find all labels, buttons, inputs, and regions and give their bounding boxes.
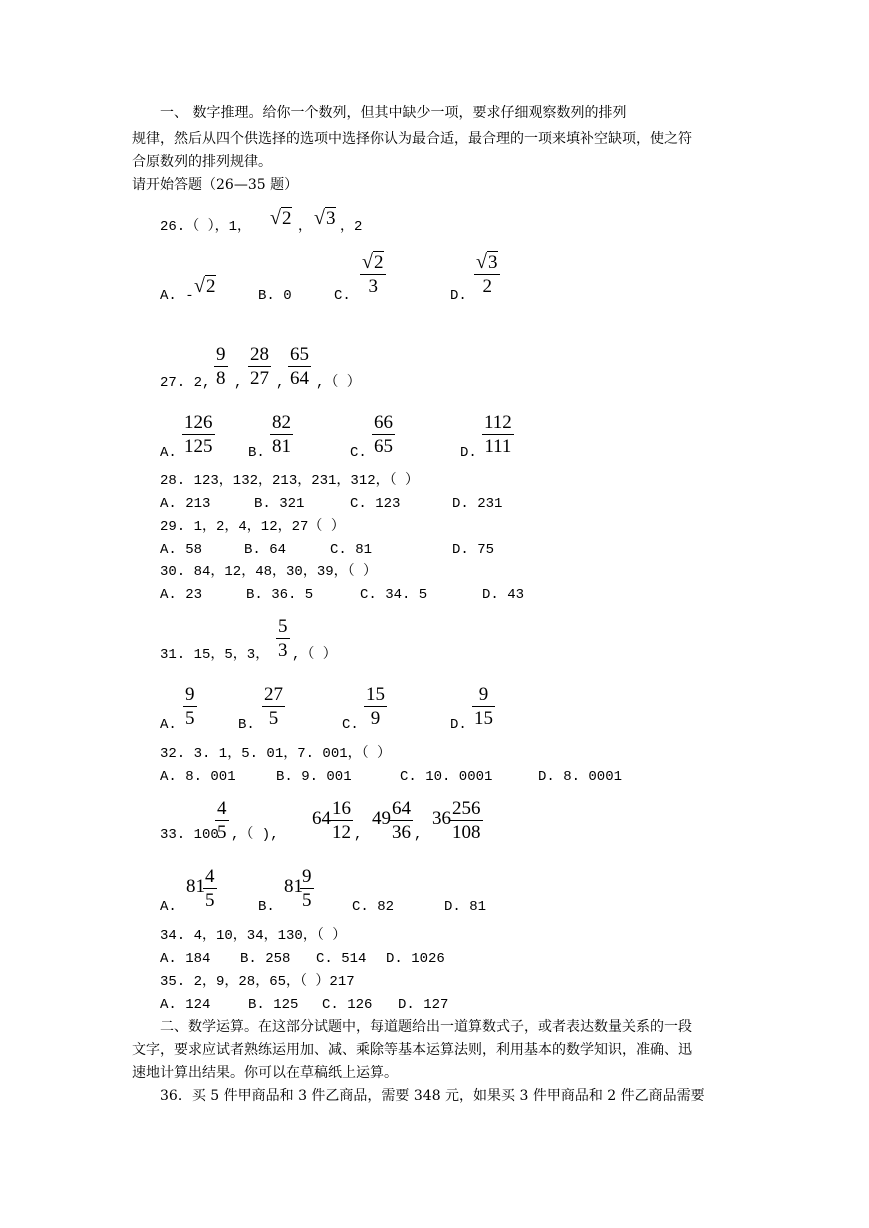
q35-option-a: A. 124 — [160, 997, 211, 1013]
q26-option-b: B. 0 — [258, 288, 292, 304]
q35-option-b: B. 125 — [248, 997, 299, 1013]
q31-option-a-label: A. — [160, 717, 177, 733]
q27-prefix: 27. 2, — [160, 375, 211, 391]
q33-option-b-whole: 81 — [284, 876, 303, 897]
q31-option-a-fraction: 9 5 — [185, 684, 195, 729]
q33-term-3-whole: 36 — [432, 808, 451, 829]
intro-line-3: 合原数列的排列规律。 — [132, 154, 272, 170]
q33-prefix: 33. 100 — [160, 827, 219, 843]
q34-option-a: A. 184 — [160, 951, 211, 967]
q27-option-b-label: B. — [248, 445, 265, 461]
q30-stem: 30. 84，12，48，30，39，（ ） — [160, 564, 378, 580]
q29-option-d: D. 75 — [452, 542, 495, 558]
section2-line-2: 文字，要求应试者熟练运用加、减、乘除等基本运算法则，利用基本的数学知识，准确、迅 — [132, 1042, 692, 1058]
q33-option-b-label: B. — [258, 899, 275, 915]
q32-stem: 32. 3. 1，5. 01，7. 001，（ ） — [160, 746, 392, 762]
q33-term-3: 256 108 — [452, 798, 481, 843]
q31-prefix: 31. 15，5，3， — [160, 647, 270, 663]
intro-line-4: 请开始答题（26—35 题） — [132, 177, 299, 193]
q33-option-b-fraction: 9 5 — [302, 866, 312, 911]
q31-option-b-label: B. — [238, 717, 255, 733]
q30-option-b: B. 36. 5 — [246, 587, 314, 603]
q30-option-d: D. 43 — [482, 587, 525, 603]
q33-option-c: C. 82 — [352, 899, 395, 915]
q30-option-c: C. 34. 5 — [360, 587, 428, 603]
q34-stem: 34. 4，10，34，130，（ ） — [160, 928, 347, 944]
q33-option-a-whole: 81 — [186, 876, 205, 897]
q31-term: 5 3 — [278, 616, 288, 661]
q26-sep2: ，2 — [340, 219, 363, 235]
q26-sqrt3: √3 — [314, 207, 336, 229]
q27-sep-2: , — [276, 375, 285, 391]
q26-sqrt2: √2 — [270, 207, 292, 229]
q29-option-c: C. 81 — [330, 542, 373, 558]
q31-option-b-fraction: 27 5 — [264, 684, 283, 729]
q27-option-c-label: C. — [350, 445, 367, 461]
q29-stem: 29. 1，2，4，12，27（ ） — [160, 519, 345, 535]
intro-line-1: 一、 数字推理。给你一个数列，但其中缺少一项，要求仔细观察数列的排列 — [160, 105, 627, 121]
section2-line-1: 二、数学运算。在这部分试题中，每道题给出一道算数式子，或者表达数量关系的一段 — [160, 1019, 692, 1035]
q33-option-d: D. 81 — [444, 899, 487, 915]
q34-option-b: B. 258 — [240, 951, 291, 967]
q32-option-b: B. 9. 001 — [276, 769, 352, 785]
intro-line-2: 规律，然后从四个供选择的选项中选择你认为最合适，最合理的一项来填补空缺项，使之符 — [132, 131, 692, 147]
q27-option-d-label: D. — [460, 445, 477, 461]
q32-option-c: C. 10. 0001 — [400, 769, 493, 785]
q34-option-d: D. 1026 — [386, 951, 445, 967]
q27-suffix: ,（ ） — [316, 375, 361, 391]
q31-suffix: ,（ ） — [292, 647, 337, 663]
q27-option-b-fraction: 82 81 — [272, 412, 291, 457]
q26-option-d-label: D. — [450, 288, 467, 304]
q33-term-0: 4 5 — [217, 798, 227, 843]
q35-option-d: D. 127 — [398, 997, 449, 1013]
q30-option-a: A. 23 — [160, 587, 203, 603]
q26-sep1: ， — [298, 219, 312, 235]
q33-sep-2: , — [414, 827, 423, 843]
q33-blank: ,（ ), — [231, 827, 279, 843]
q34-option-c: C. 514 — [316, 951, 367, 967]
q27-option-a-fraction: 126 125 — [184, 412, 213, 457]
q26-option-a-sqrt: √2 — [194, 275, 216, 297]
q33-term-1: 16 12 — [332, 798, 351, 843]
q27-option-c-fraction: 66 65 — [374, 412, 393, 457]
q29-option-b: B. 64 — [244, 542, 287, 558]
q26-option-c-fraction: √2 3 — [360, 252, 386, 297]
q27-option-d-fraction: 112 111 — [484, 412, 512, 457]
q27-sep-1: , — [234, 375, 243, 391]
q26-option-a: A. - — [160, 288, 194, 304]
q28-option-a: A. 213 — [160, 496, 211, 512]
q26-option-d-fraction: √3 2 — [474, 252, 500, 297]
q33-sep-1: , — [354, 827, 363, 843]
q28-option-b: B. 321 — [254, 496, 305, 512]
q28-stem: 28. 123，132，213，231，312，（ ） — [160, 473, 420, 489]
q33-option-a-label: A. — [160, 899, 177, 915]
q26-prefix: 26.（ ），1， — [160, 219, 252, 235]
q32-option-d: D. 8. 0001 — [538, 769, 623, 785]
q36-stem: 36．买 5 件甲商品和 3 件乙商品，需要 348 元，如果买 3 件甲商品和 2 件乙商品需要 — [160, 1088, 705, 1104]
q31-option-d-fraction: 9 15 — [474, 684, 493, 729]
section2-line-3: 速地计算出结果。你可以在草稿纸上运算。 — [132, 1065, 398, 1081]
q35-stem: 35. 2，9，28，65，（ ）217 — [160, 974, 355, 990]
q27-term-3: 65 64 — [290, 344, 309, 389]
q31-option-c-fraction: 15 9 — [366, 684, 385, 729]
q31-option-d-label: D. — [450, 717, 467, 733]
q28-option-c: C. 123 — [350, 496, 401, 512]
q33-term-2-whole: 49 — [372, 808, 391, 829]
q29-option-a: A. 58 — [160, 542, 203, 558]
q27-option-a-label: A. — [160, 445, 177, 461]
q33-term-1-whole: 64 — [312, 808, 331, 829]
q27-term-1: 9 8 — [216, 344, 226, 389]
q33-option-a-fraction: 4 5 — [205, 866, 215, 911]
q31-option-c-label: C. — [342, 717, 359, 733]
q33-term-2: 64 36 — [392, 798, 411, 843]
q28-option-d: D. 231 — [452, 496, 503, 512]
q26-option-c-label: C. — [334, 288, 351, 304]
q35-option-c: C. 126 — [322, 997, 373, 1013]
q27-term-2: 28 27 — [250, 344, 269, 389]
q32-option-a: A. 8. 001 — [160, 769, 236, 785]
